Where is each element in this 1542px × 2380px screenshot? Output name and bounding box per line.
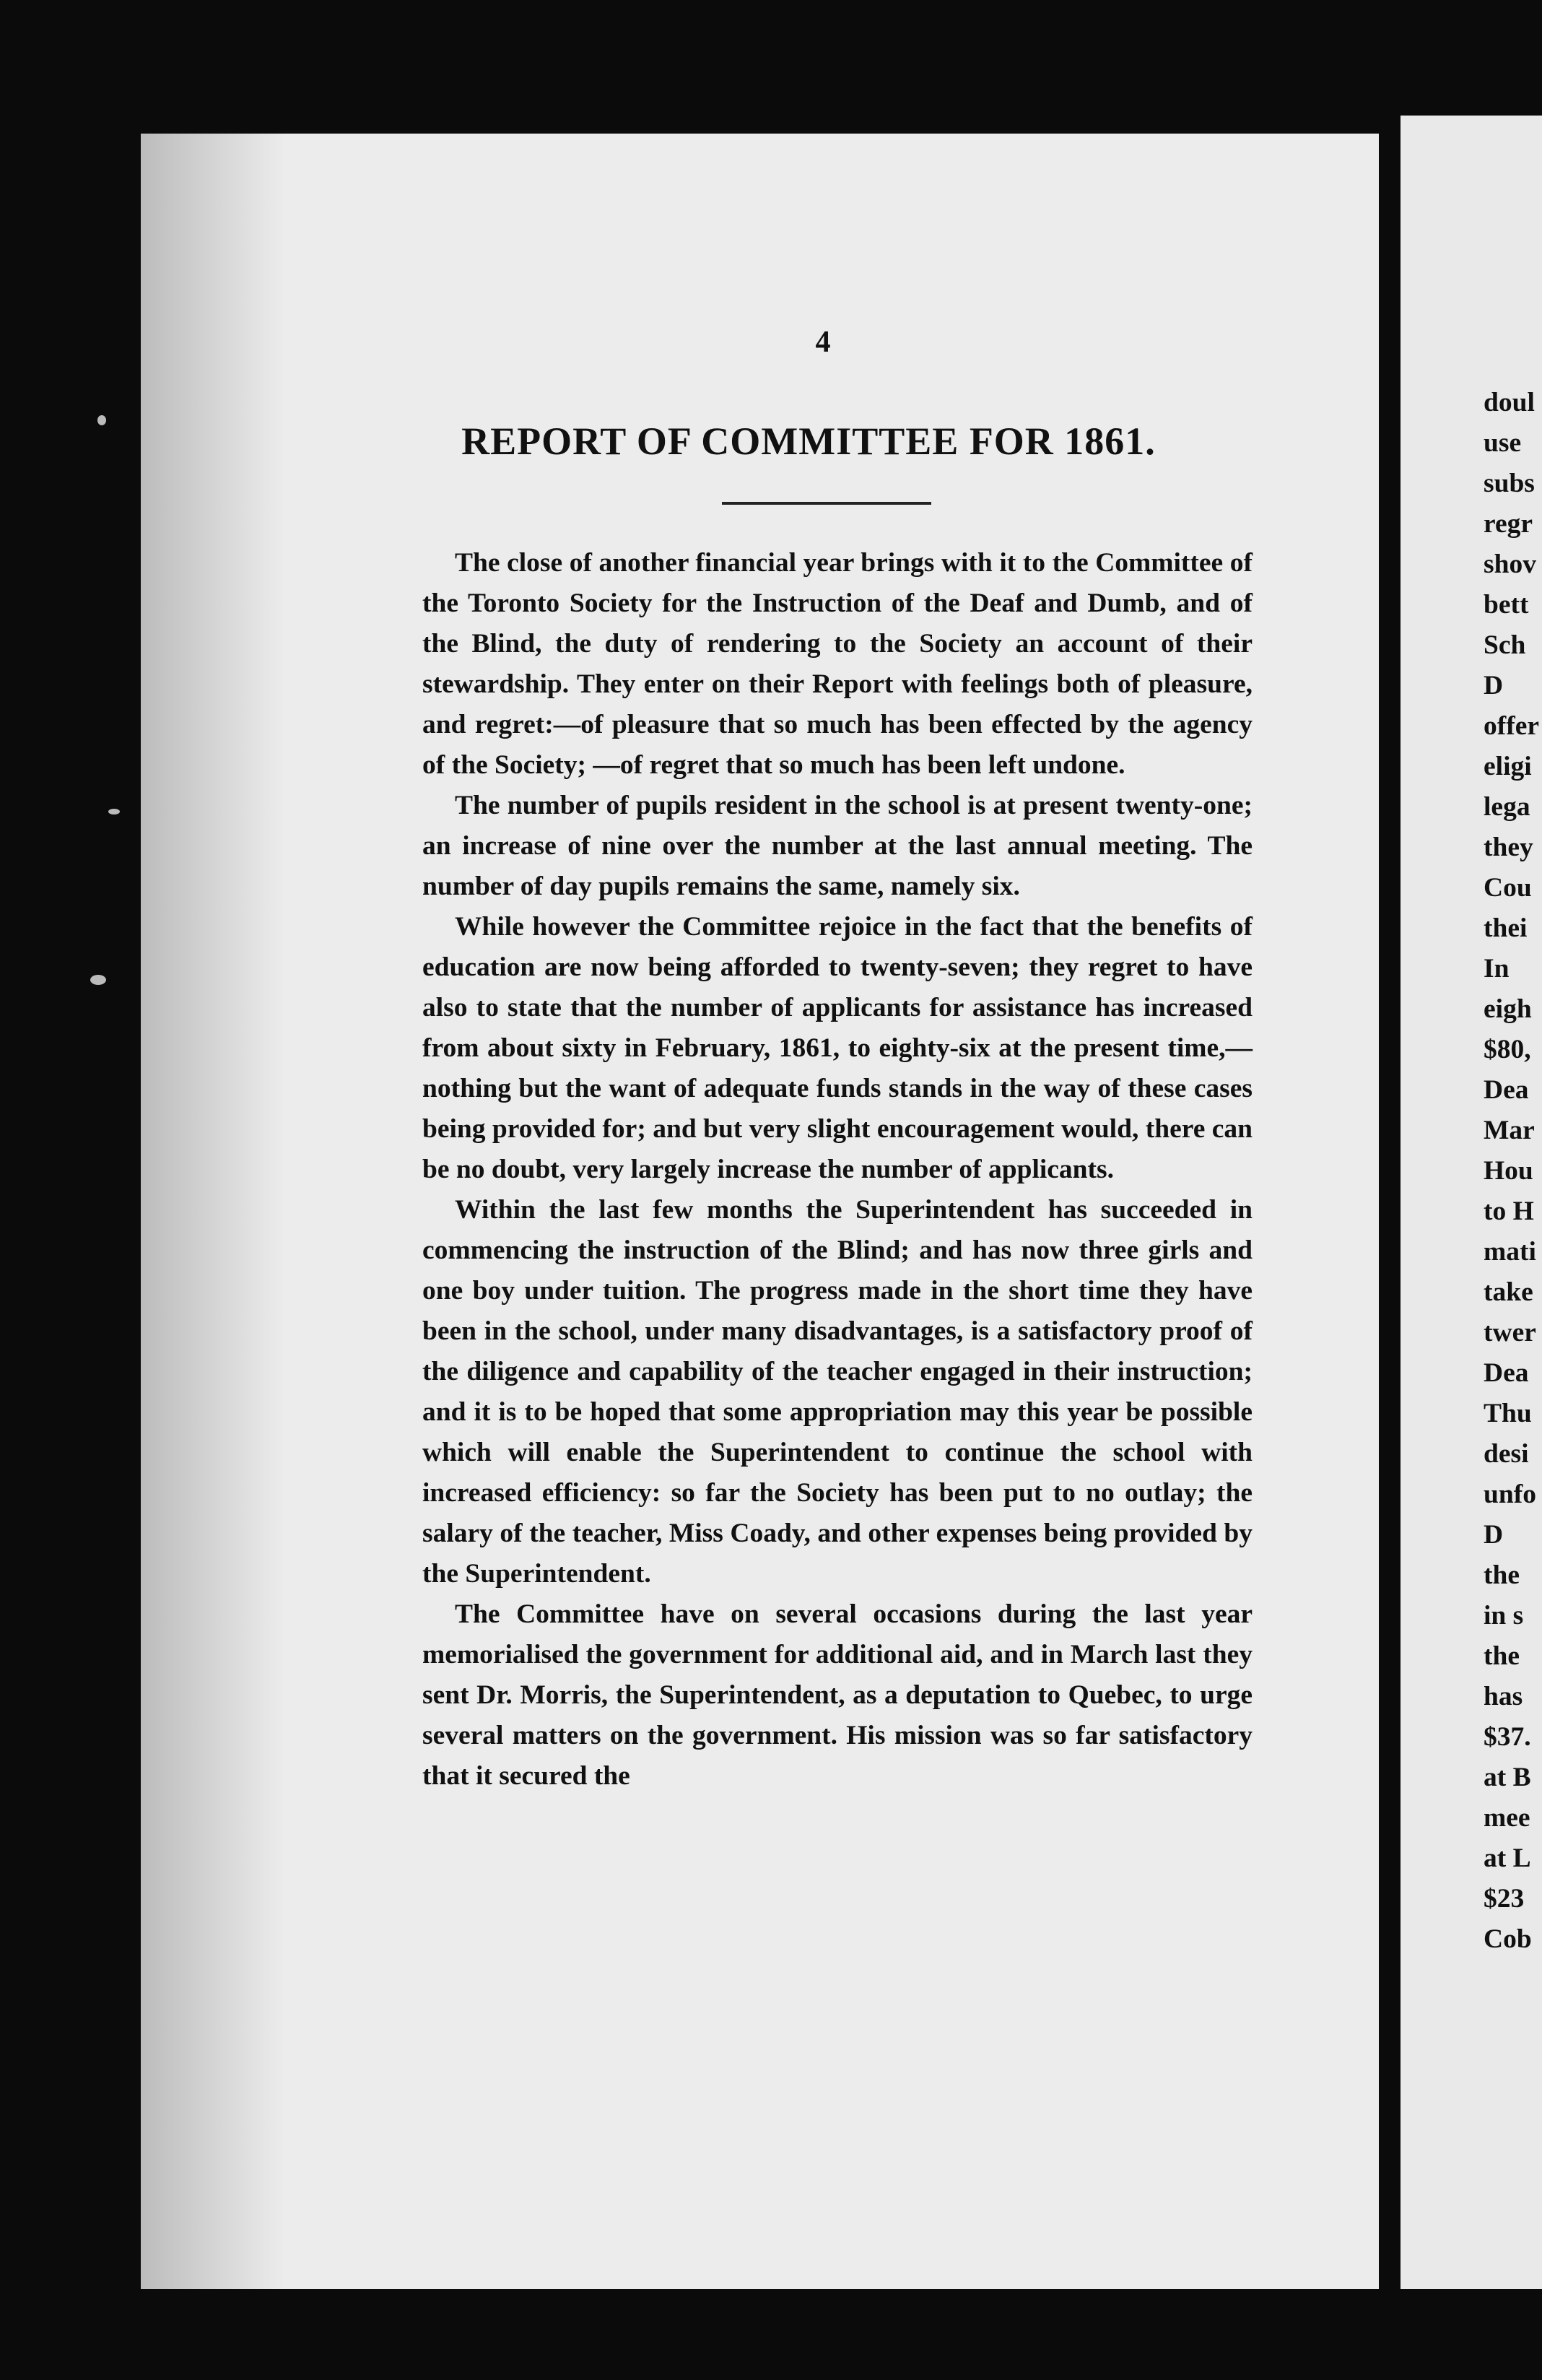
right-page-line: D [1484, 671, 1504, 700]
right-page-line: unfo [1484, 1480, 1536, 1509]
right-page-line: D [1484, 1520, 1504, 1550]
right-page-line: In [1484, 954, 1510, 983]
right-page-line: Hou [1484, 1156, 1533, 1186]
paragraph: While however the Committee rejoice in the fact that the benefits of education are now being afforded to twenty-seven; they regret to have also to state that the number of applicants for assistance has increased from about sixty in February, 1861, to eighty-six at the present time,—nothing but the want of adequate funds stands in the way of these cases being provided for; and but very slight encouragement would, there can be no doubt, very largely increase the number of applicants. [422, 912, 1253, 1184]
right-page-line: mati [1484, 1237, 1536, 1267]
right-page-line: eigh [1484, 994, 1532, 1024]
right-page-line: Sch [1484, 630, 1526, 660]
right-page-line: lega [1484, 792, 1530, 822]
page-title: REPORT OF COMMITTEE FOR 1861. [461, 420, 1156, 463]
right-page-line: desi [1484, 1439, 1529, 1469]
paragraph: Within the last few months the Superintendent has succeeded in commencing the instruction of the Blind; and has now three girls and one boy under tuition. The progress made in the short time they have been in the school, under many disadvantages, is a satisfactory proof of the diligence and capability of the teacher engaged in their instruction; and it is to be hoped that some appropriation may this year be possible which will enable the Superintendent to continue the school with increased efficiency: so far the Society has been put to no outlay; the salary of the teacher, Miss Coady, and other expenses being provided by the Superintendent. [422, 1195, 1253, 1589]
right-page-line: subs [1484, 469, 1535, 498]
right-page-line: $37. [1484, 1722, 1531, 1752]
paragraph: The Committee have on several occasions during the last year memorialised the government for additional aid, and in March last they sent Dr. Morris, the Superintendent, as a deputation to Quebec, to urge several matters on the government. His mission was so far satisfactory that it secured the [422, 1599, 1253, 1791]
right-page-line: Thu [1484, 1399, 1532, 1428]
book-gutter [1379, 123, 1401, 2289]
right-page-line: the [1484, 1560, 1520, 1590]
right-page-line: take [1484, 1277, 1533, 1307]
right-page-line: in s [1484, 1601, 1524, 1630]
paragraph: The number of pupils resident in the school is at present twenty-one; an increase of nine over the number at the last annual meeting. The number of day pupils remains the same, namely six. [422, 791, 1253, 901]
right-page-line: thei [1484, 913, 1528, 943]
right-page-line: $23 [1484, 1884, 1525, 1914]
right-page-line: at L [1484, 1843, 1531, 1873]
scan-speck [90, 975, 106, 985]
report-body [422, 543, 1253, 1797]
right-page-line: doul [1484, 388, 1535, 417]
right-page-line: the [1484, 1641, 1520, 1671]
right-page-line: bett [1484, 590, 1529, 620]
paragraph: The close of another financial year brings with it to the Committee of the Toronto Society for the Instruction of the Deaf and Dumb, and of the Blind, the duty of rendering to the Society an account of their stewardship. They enter on their Report with feelings both of pleasure, and regret:—of pleasure that so much has been effected by the agency of the Society; —of regret that so much has been left undone. [422, 548, 1253, 780]
right-page-line: use [1484, 428, 1522, 458]
right-page-line: shov [1484, 550, 1536, 579]
right-page-line: they [1484, 833, 1533, 862]
right-page-line: Dea [1484, 1075, 1529, 1105]
right-page-line: eligi [1484, 752, 1532, 781]
title-rule [722, 502, 931, 505]
right-page-line: Mar [1484, 1116, 1535, 1145]
right-page-line: Cou [1484, 873, 1532, 903]
right-page-line: to H [1484, 1196, 1534, 1226]
right-page-line: at B [1484, 1763, 1531, 1792]
scan-speck [97, 415, 106, 425]
right-page-line: offer [1484, 711, 1540, 741]
right-page-text [1484, 383, 1539, 1960]
right-page-line: Dea [1484, 1358, 1529, 1388]
right-page-line: twer [1484, 1318, 1536, 1347]
right-page-line: $80, [1484, 1035, 1531, 1064]
scan-speck [108, 809, 120, 815]
right-page-line: has [1484, 1682, 1523, 1711]
page-number: 4 [815, 326, 831, 359]
right-page-line: Cob [1484, 1924, 1532, 1954]
right-page-line: regr [1484, 509, 1533, 539]
page-edge-shadow [141, 134, 285, 2289]
right-page-line: mee [1484, 1803, 1530, 1833]
